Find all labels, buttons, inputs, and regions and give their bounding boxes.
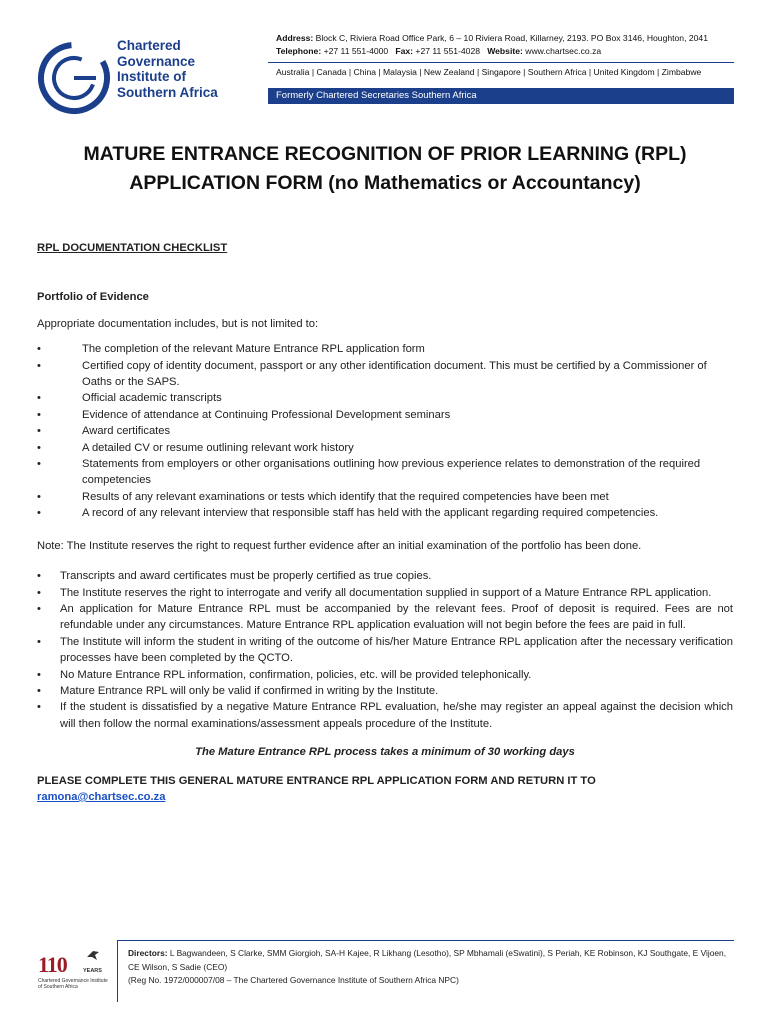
address-label: Address: (276, 33, 314, 43)
organisation-name: Chartered Governance Institute of Southern Africa (117, 38, 218, 100)
list-item: • An application for Mature Entrance RPL must be accompanied by the relevant fees. Proof of deposit is required. Fees are not refundable under any circumstances. Mature Entrance RPL application evaluation will not begin before the fees are paid in full. (37, 601, 733, 634)
list-item: • Official academic transcripts (37, 390, 733, 406)
cgisa-logo-icon (36, 40, 112, 116)
portfolio-heading: Portfolio of Evidence (37, 291, 149, 304)
formerly-banner: Formerly Chartered Secretaries Southern Africa (268, 88, 734, 104)
website-label: Website: (487, 46, 523, 56)
registration-number: (Reg No. 1972/000007/08 – The Chartered Governance Institute of Southern Africa NPC) (128, 975, 459, 985)
directors-label: Directors: (128, 948, 168, 958)
footer-divider (117, 940, 734, 941)
fax-number: +27 11 551-4028 (415, 46, 481, 56)
list-item: • A detailed CV or resume outlining relevant work history (37, 440, 733, 456)
list-item: • A record of any relevant interview that responsible staff has held with the applicant regarding required competencies. (37, 505, 733, 521)
return-instruction-text: PLEASE COMPLETE THIS GENERAL MATURE ENTRANCE RPL APPLICATION FORM AND RETURN IT TO (37, 774, 596, 787)
list-item: • If the student is dissatisfied by a negative Mature Entrance RPL evaluation, he/she may register an appeal against the decision which will then follow the normal examinations/assessment appeals procedure of the Institute. (37, 699, 733, 732)
checklist-heading: RPL DOCUMENTATION CHECKLIST (37, 242, 228, 254)
title-line-1: MATURE ENTRANCE RECOGNITION OF PRIOR LEARNING (RPL) (83, 143, 687, 165)
contact-details (276, 32, 708, 58)
list-item: • Mature Entrance RPL will only be valid if confirmed in writing by the Institute. (37, 683, 733, 699)
list-item: • The completion of the relevant Mature Entrance RPL application form (37, 341, 733, 357)
title-line-2: APPLICATION FORM (no Mathematics or Accountancy) (129, 172, 641, 194)
directors-list: L Bagwandeen, S Clarke, SMM Giorgioh, SA-H Kajee, R Likhang (Lesotho), SP Mbhamali (eSwatini), S Periah, KE Robinson, KJ Southgate, E Vijoen, CE Wilson, S Sadie (CEO) (128, 948, 727, 972)
list-item: • No Mature Entrance RPL information, confirmation, policies, etc. will be provided telephonically. (37, 667, 733, 683)
countries-list: Australia | Canada | China | Malaysia | New Zealand | Singapore | Southern Africa | United Kingdom | Zimbabwe (276, 67, 702, 77)
page-title (0, 140, 770, 198)
telephone-number: +27 11 551-4000 (323, 46, 389, 56)
evidence-note: Note: The Institute reserves the right to request further evidence after an initial examination of the portfolio has been done. (37, 539, 642, 552)
list-item: • Award certificates (37, 423, 733, 439)
anniversary-logo (38, 948, 108, 1008)
documents-list (37, 341, 733, 521)
conditions-list (37, 568, 733, 732)
return-instruction (37, 773, 733, 806)
return-email-link[interactable]: ramona@chartsec.co.za (37, 790, 166, 803)
form-body (37, 240, 733, 805)
bird-emblem-icon (86, 948, 100, 962)
list-item: • Statements from employers or other organisations outlining how previous experience relates to demonstration of the required competencies (37, 456, 733, 489)
intro-text: Appropriate documentation includes, but is not limited to: (37, 317, 319, 330)
letterhead (0, 0, 770, 115)
footer-vertical-divider (117, 940, 118, 1002)
list-item: • The Institute will inform the student in writing of the outcome of his/her Mature Entrance RPL application after the necessary verification processes have been completed by the QCTO. (37, 634, 733, 667)
telephone-label: Telephone: (276, 46, 322, 56)
address-text: Block C, Riviera Road Office Park, 6 – 10 Riviera Road, Killarney, 2193. PO Box 3146, Houghton, 2041 (315, 33, 708, 43)
list-item: • Evidence of attendance at Continuing Professional Development seminars (37, 407, 733, 423)
list-item: • Transcripts and award certificates must be properly certified as true copies. (37, 568, 733, 584)
anniversary-number: 110 (38, 952, 67, 977)
directors-block (128, 947, 734, 988)
fax-label: Fax: (395, 46, 414, 56)
list-item: • Certified copy of identity document, passport or any other identification document. This must be certified by a Commissioner of Oaths or the SAPS. (37, 358, 733, 391)
anniversary-label: YEARS (83, 968, 102, 974)
header-divider (268, 62, 734, 63)
website-link[interactable]: www.chartsec.co.za (525, 46, 602, 56)
list-item: • The Institute reserves the right to interrogate and verify all documentation supplied in support of a Mature Entrance RPL application. (37, 585, 733, 601)
anniversary-org: Chartered Governance Institute of Southern Africa (38, 978, 108, 990)
list-item: • Results of any relevant examinations or tests which identify that the required competencies have been met (37, 489, 733, 505)
process-duration-note: The Mature Entrance RPL process takes a minimum of 30 working days (195, 746, 575, 759)
